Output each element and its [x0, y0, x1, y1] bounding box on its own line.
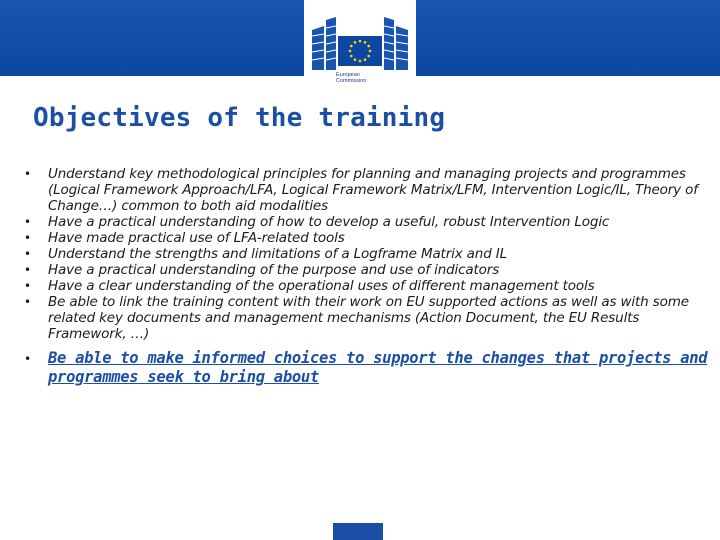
objective-item: [22, 262, 716, 278]
commission-building-icon: [304, 0, 416, 100]
bullet-icon: •: [24, 352, 31, 366]
bullet-icon: •: [24, 215, 31, 229]
objective-text: Have a practical understanding of how to develop a useful, robust Intervention Logic: [48, 214, 610, 230]
objective-item: [22, 230, 716, 246]
objective-text: Have a clear understanding of the operational uses of different management tools: [48, 278, 595, 294]
objective-item: [22, 246, 716, 262]
objective-item: [22, 214, 716, 230]
footer-accent-bar: [333, 523, 383, 540]
objective-item: [22, 294, 716, 342]
objective-item: [22, 278, 716, 294]
page-title: Objectives of the training: [33, 103, 446, 133]
bullet-icon: •: [24, 167, 31, 181]
objective-item: [22, 166, 716, 214]
logo-line-1: European: [336, 72, 360, 78]
bullet-icon: •: [24, 247, 31, 261]
bullet-icon: •: [24, 279, 31, 293]
bullet-icon: •: [24, 263, 31, 277]
objective-text: Have made practical use of LFA-related tools: [48, 230, 345, 246]
bullet-icon: •: [24, 231, 31, 245]
objective-text: Be able to link the training content with their work on EU supported actions as well as with some related key documents and management mechanisms (Action Document, the EU Results Framework, …): [48, 294, 689, 342]
highlight-objective-item: [22, 349, 716, 387]
logo-line-2: Commission: [336, 78, 367, 84]
objective-text: Have a practical understanding of the purpose and use of indicators: [48, 262, 500, 278]
bullet-icon: •: [24, 295, 31, 309]
objective-text: Understand the strengths and limitations of a Logframe Matrix and IL: [48, 246, 507, 262]
european-commission-logo: [304, 0, 416, 100]
logo-wordmark: [336, 72, 396, 84]
objective-text: Understand key methodological principles for planning and managing projects and programmes (Logical Framework Approach/LFA, Logical Framework Matrix/LFM, Intervention Logic/IL, Theory of Change…) common to both aid modalities: [48, 166, 698, 214]
objectives-list: [22, 166, 716, 387]
highlight-objective-text: Be able to make informed choices to support the changes that projects and programmes seek to bring about: [48, 349, 708, 386]
